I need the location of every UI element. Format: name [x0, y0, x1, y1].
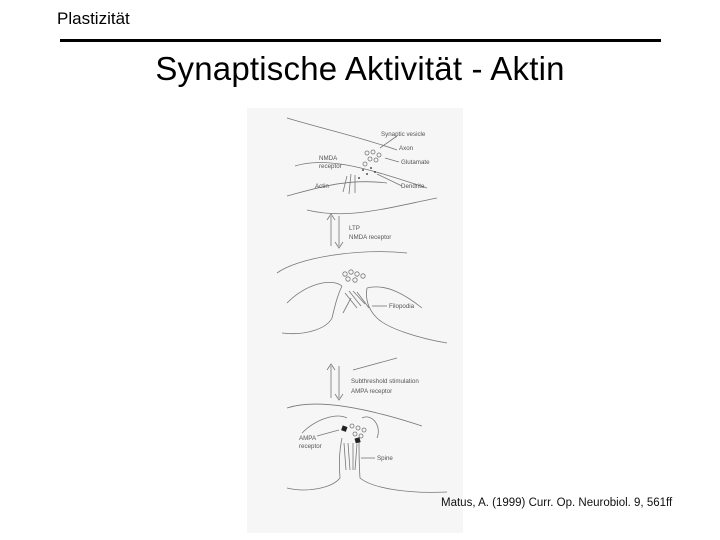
label-ampa-receptor-line2: receptor: [299, 443, 322, 450]
label-nmda-receptor-line1: NMDA: [319, 155, 338, 162]
label-actin: Actin: [315, 183, 329, 190]
label-glutamate: Glutamate: [401, 159, 430, 166]
label-subthreshold-line2: AMPA receptor: [351, 388, 393, 395]
label-subthreshold-line1: Subthreshold stimulation: [351, 378, 419, 385]
label-synaptic-vesicle: Synaptic vesicle: [381, 131, 426, 138]
section-label: Plastizität: [57, 9, 130, 28]
label-axon: Axon: [399, 145, 414, 152]
label-ltp-line2: NMDA receptor: [349, 234, 392, 241]
label-spine: Spine: [377, 455, 393, 462]
label-ampa-receptor-line1: AMPA: [299, 435, 317, 442]
label-ltp-line1: LTP: [349, 225, 360, 232]
citation: Matus, A. (1999) Curr. Op. Neurobiol. 9, 561ff: [441, 497, 673, 509]
label-nmda-receptor-line2: receptor: [319, 163, 342, 170]
label-filopodia: Filopodia: [389, 303, 415, 310]
figure-drawing: [247, 108, 463, 533]
synapse-actin-figure: [247, 108, 463, 533]
label-dendrite: Dendrite: [401, 183, 425, 190]
slide-title: Synaptische Aktivität - Aktin: [155, 50, 565, 87]
header-divider: [60, 39, 661, 42]
